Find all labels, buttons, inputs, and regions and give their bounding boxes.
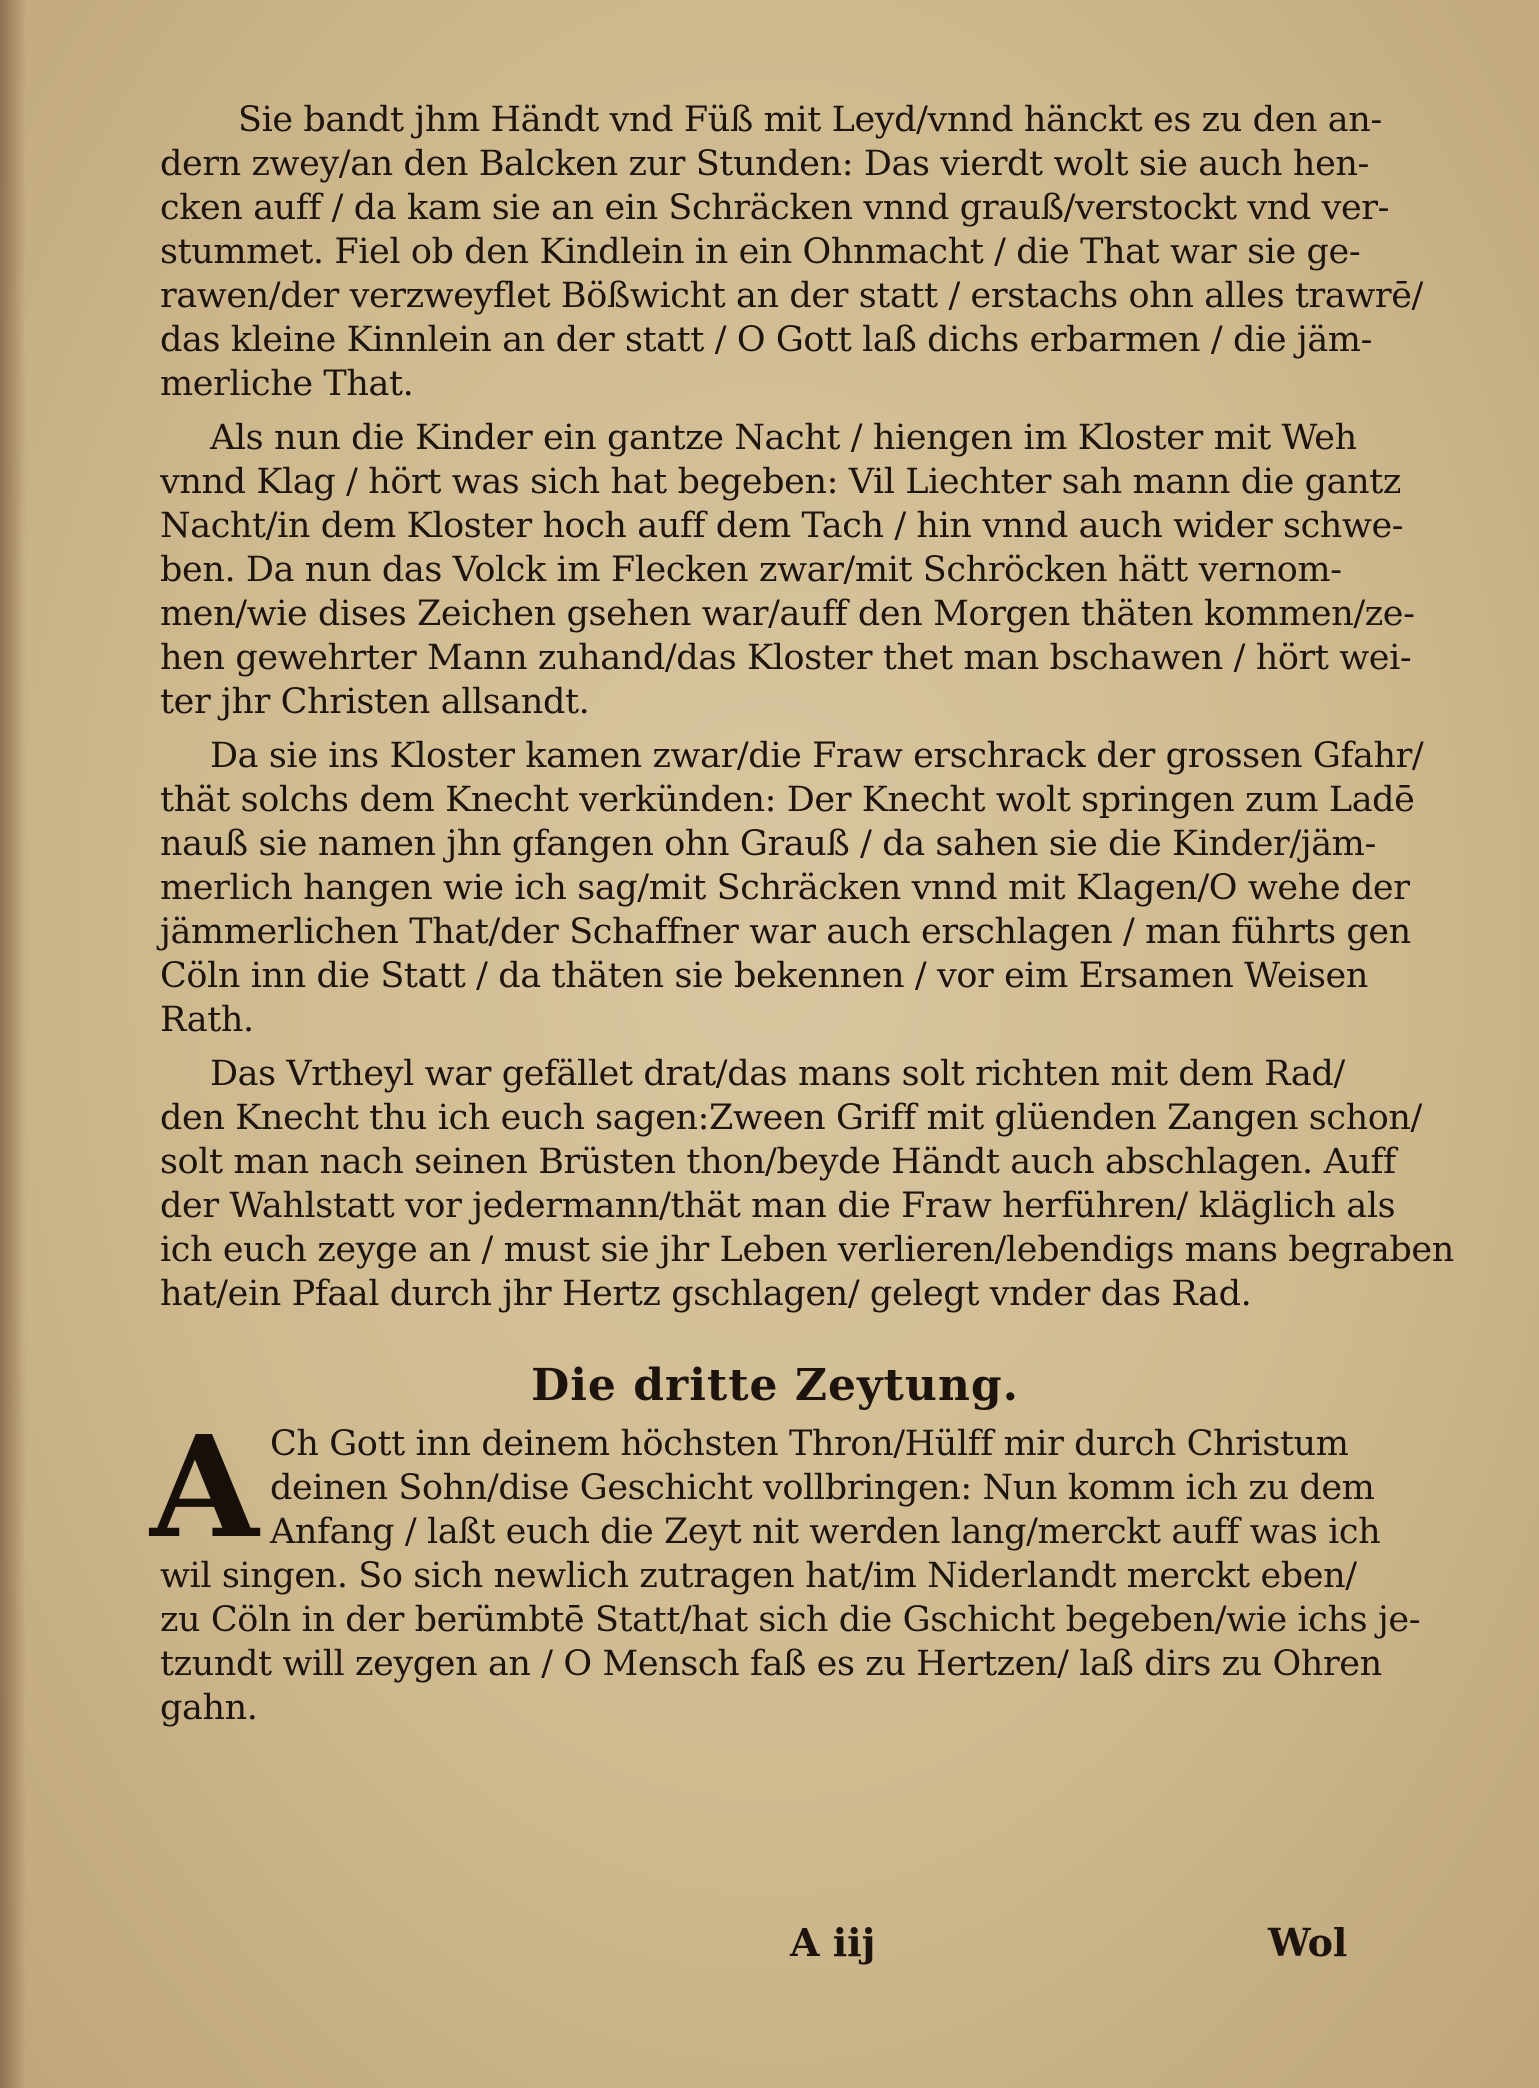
paragraph-2 xyxy=(160,416,1415,724)
text-line: nauß sie namen jhn gfangen ohn Grauß / da sahen sie die Kinder/jäm- xyxy=(160,824,1376,864)
signature-mark: A iij xyxy=(790,1920,876,1965)
text-line: vnnd Klag / hört was sich hat begeben: Vil Liechter sah mann die gantz xyxy=(160,462,1401,502)
text-line: zu Cöln in der berümbtē Statt/hat sich die Gschicht begeben/wie ichs je- xyxy=(160,1600,1421,1640)
text-body xyxy=(150,98,1454,1730)
text-line: stummet. Fiel ob den Kindlein in ein Ohnmacht / die That war sie ge- xyxy=(160,232,1361,272)
text-line: das kleine Kinnlein an der statt / O Gott laß dichs erbarmen / die jäm- xyxy=(160,320,1373,360)
text-line: wil singen. So sich newlich zutragen hat/im Niderlandt merckt eben/ xyxy=(160,1556,1357,1596)
text-line: Als nun die Kinder ein gantze Nacht / hiengen im Kloster mit Weh xyxy=(210,418,1357,458)
paragraph-4 xyxy=(160,1052,1454,1316)
drop-cap-initial: A xyxy=(150,1406,259,1570)
text-line: Anfang / laßt euch die Zeyt nit werden lang/merckt auff was ich xyxy=(270,1512,1381,1552)
text-line: hat/ein Pfaal durch jhr Hertz gschlagen/ gelegt vnder das Rad. xyxy=(160,1274,1252,1314)
text-line: dern zwey/an den Balcken zur Stunden: Das vierdt wolt sie auch hen- xyxy=(160,144,1369,184)
song-stanza xyxy=(150,1406,1421,1730)
text-line: ben. Da nun das Volck im Flecken zwar/mit Schröcken hätt vernom- xyxy=(160,550,1342,590)
text-line: Das Vrtheyl war gefället drat/das mans solt richten mit dem Rad/ xyxy=(210,1054,1345,1094)
text-line: Nacht/in dem Kloster hoch auff dem Tach / hin vnnd auch wider schwe- xyxy=(160,506,1404,546)
page-footer xyxy=(0,1920,1539,1970)
text-line: gahn. xyxy=(160,1688,258,1728)
page-edge-shadow xyxy=(0,0,26,2088)
text-line: merlich hangen wie ich sag/mit Schräcken vnnd mit Klagen/O wehe der xyxy=(160,868,1410,908)
section-heading: Die dritte Zeytung. xyxy=(531,1360,1019,1411)
text-line: cken auff / da kam sie an ein Schräcken vnnd grauß/verstockt vnd ver- xyxy=(160,188,1390,228)
text-line: merliche That. xyxy=(160,364,414,404)
text-line: thät solchs dem Knecht verkünden: Der Knecht wolt springen zum Ladē xyxy=(160,780,1415,820)
text-line: men/wie dises Zeichen gsehen war/auff den Morgen thäten kommen/ze- xyxy=(160,594,1415,634)
text-line: hen gewehrter Mann zuhand/das Kloster thet man bschawen / hört wei- xyxy=(160,638,1412,678)
text-line: Da sie ins Kloster kamen zwar/die Fraw erschrack der grossen Gfahr/ xyxy=(210,736,1424,776)
paragraph-1 xyxy=(160,98,1423,406)
catchword: Wol xyxy=(1268,1920,1348,1965)
text-line: Ch Gott inn deinem höchsten Thron/Hülff mir durch Christum xyxy=(270,1424,1349,1464)
text-line: Rath. xyxy=(160,1000,254,1040)
text-line: jämmerlichen That/der Schaffner war auch erschlagen / man führts gen xyxy=(160,912,1411,952)
text-line: ter jhr Christen allsandt. xyxy=(160,682,590,722)
text-line: tzundt will zeygen an / O Mensch faß es zu Hertzen/ laß dirs zu Ohren xyxy=(160,1644,1382,1684)
text-line: den Knecht thu ich euch sagen:Zween Griff mit glüenden Zangen schon/ xyxy=(160,1098,1422,1138)
text-line: deinen Sohn/dise Geschicht vollbringen: Nun komm ich zu dem xyxy=(270,1468,1375,1508)
text-line: rawen/der verzweyflet Bößwicht an der statt / erstachs ohn alles trawrē/ xyxy=(160,276,1423,316)
text-line: ich euch zeyge an / must sie jhr Leben verlieren/lebendigs mans begraben xyxy=(160,1230,1454,1270)
text-line: solt man nach seinen Brüsten thon/beyde Händt auch abschlagen. Auff xyxy=(160,1142,1396,1182)
text-line: Cöln inn die Statt / da thäten sie bekennen / vor eim Ersamen Weisen xyxy=(160,956,1369,996)
text-line: Sie bandt jhm Händt vnd Füß mit Leyd/vnnd hänckt es zu den an- xyxy=(238,100,1382,140)
paragraph-3 xyxy=(160,734,1424,1042)
text-line: der Wahlstatt vor jedermann/thät man die Fraw herführen/ kläglich als xyxy=(160,1186,1396,1226)
